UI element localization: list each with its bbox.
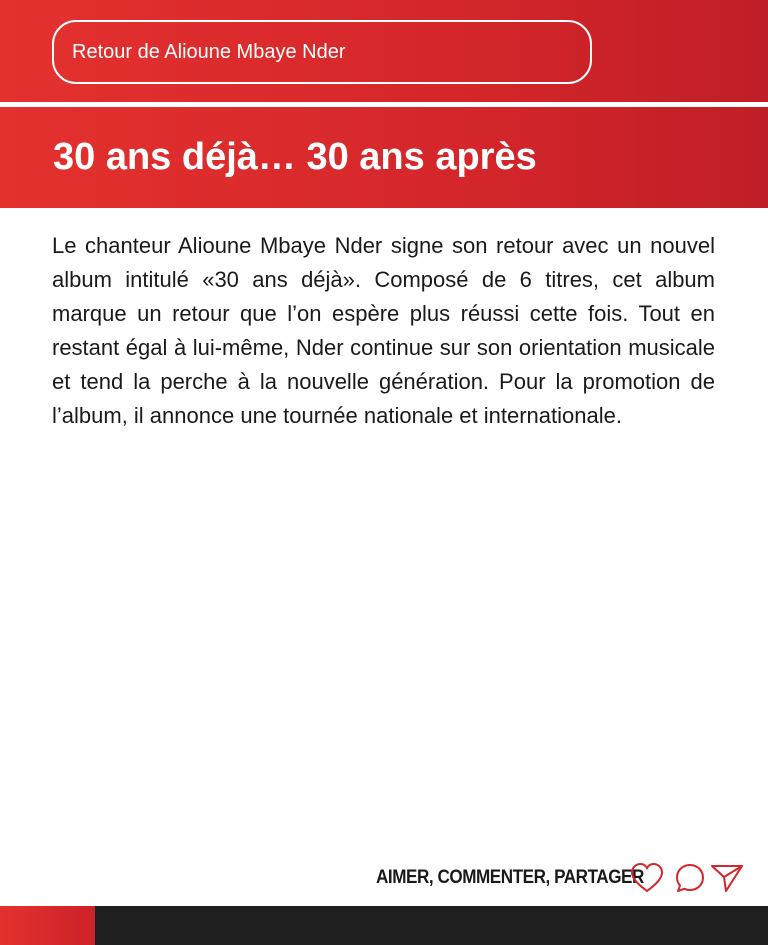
kicker-pill: [52, 20, 592, 84]
engagement-cta: AIMER, COMMENTER, PARTAGER: [376, 867, 644, 888]
kicker-text: Retour de Alioune Mbaye Nder: [72, 40, 346, 63]
send-icon[interactable]: [710, 862, 744, 894]
footer-accent-bar: [0, 906, 95, 945]
article-body: Le chanteur Alioune Mbaye Nder signe son retour avec un nouvel album intitulé «30 ans déjà». Composé de 6 titres, cet album marque un retour que l’on espère plus réussi cette fois. Tout en restant égal à lui-même, Nder continue sur son orientation musicale et tend la perche à la nouvelle génération. Pour la promotion de l’album, il annonce une tournée nationale et internationale.: [52, 233, 715, 428]
heart-icon[interactable]: [630, 862, 664, 894]
comment-icon[interactable]: [674, 862, 708, 894]
page-title: 30 ans déjà… 30 ans après: [53, 136, 537, 178]
footer-dark-bar: [95, 906, 768, 945]
